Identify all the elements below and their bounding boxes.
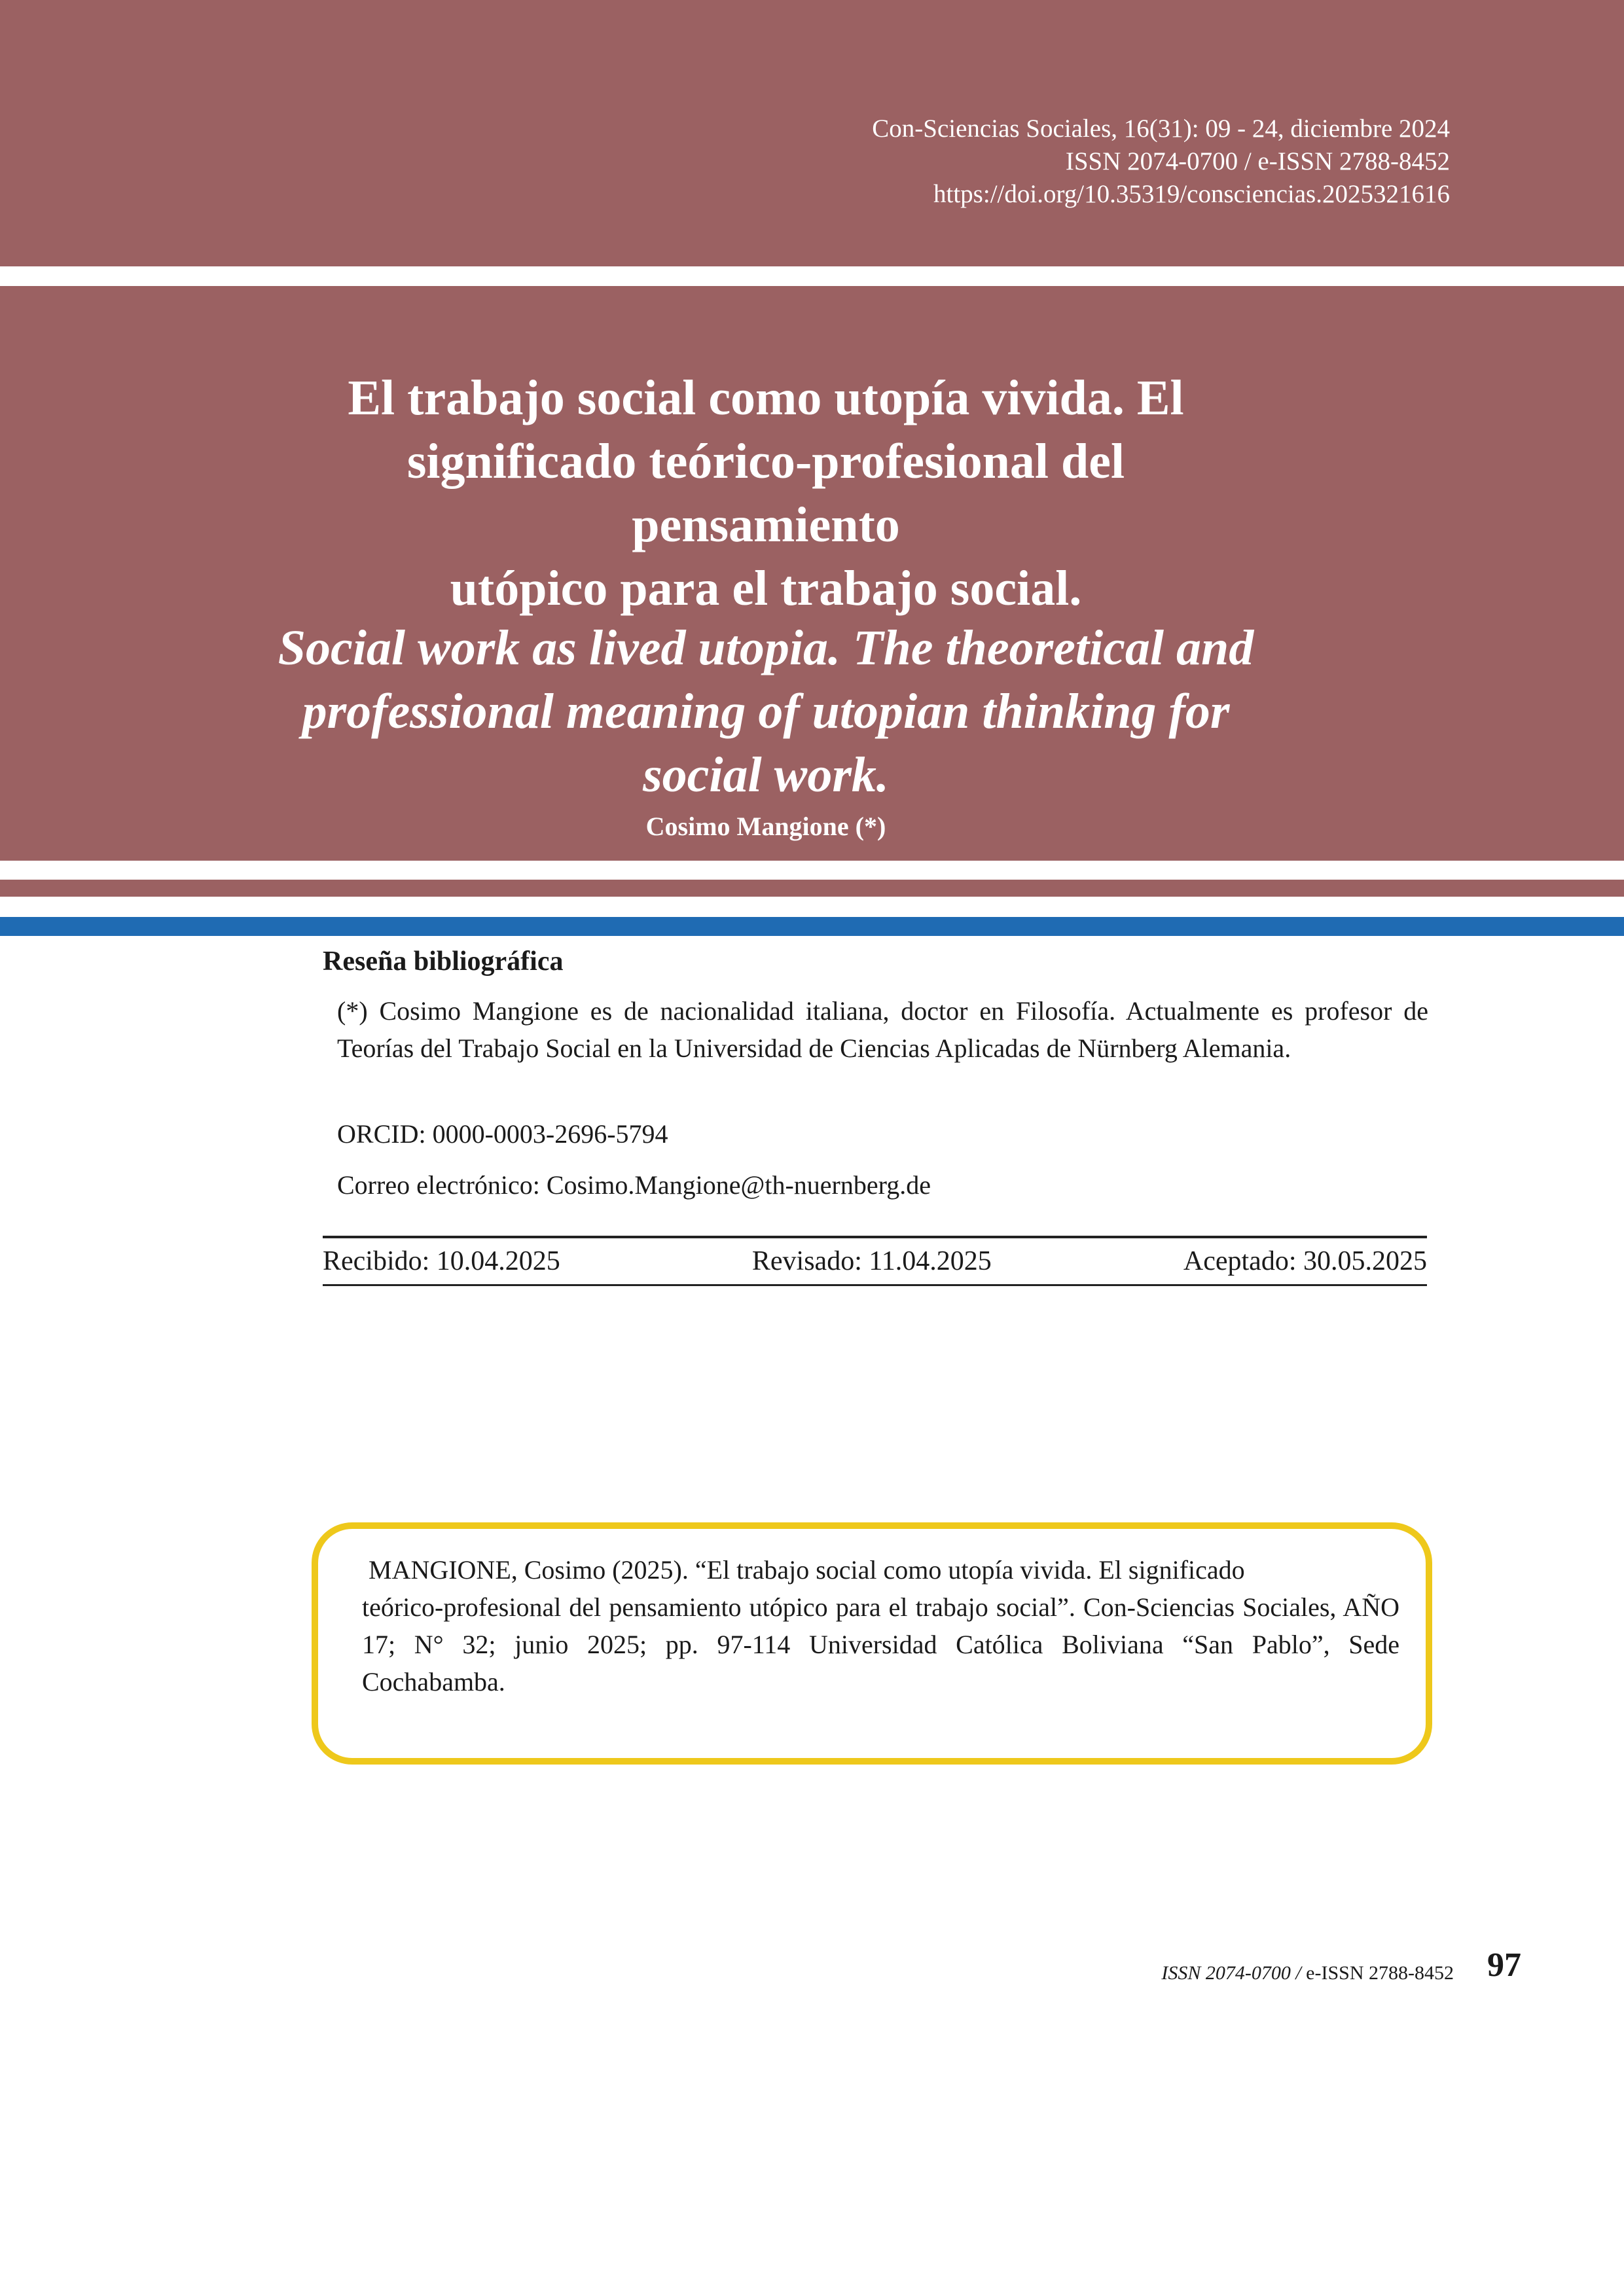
title-english-line: social work. <box>643 747 889 802</box>
author-name: Cosimo Mangione (*) <box>645 812 886 841</box>
title-spanish <box>275 367 1257 620</box>
issn-line: ISSN 2074-0700 / e-ISSN 2788-8452 <box>1065 147 1450 175</box>
citation-text <box>362 1551 1399 1700</box>
footer-issn-electronic: e-ISSN 2788-8452 <box>1306 1962 1454 1984</box>
orcid: ORCID: 0000-0003-2696-5794 <box>337 1119 668 1149</box>
title-english-line: Social work as lived utopia. The theoretical and <box>278 620 1254 675</box>
date-received: Recibido: 10.04.2025 <box>323 1246 560 1276</box>
author-bio: (*) Cosimo Mangione es de nacionalidad italiana, doctor en Filosofía. Actualmente es profesor de Teorías del Trabajo Social en la Universidad de Ciencias Aplicadas de Nürnberg Alemania. <box>337 996 1428 1063</box>
dates-divider-bottom <box>323 1284 1427 1286</box>
footer-issn-separator: / <box>1290 1962 1307 1984</box>
title-spanish-line: utópico para el trabajo social. <box>450 561 1082 616</box>
decorative-strip <box>0 880 1624 897</box>
author-email[interactable]: Correo electrónico: Cosimo.Mangione@th-nuernberg.de <box>337 1170 931 1200</box>
date-revised: Revisado: 11.04.2025 <box>751 1246 992 1276</box>
title-english <box>275 617 1257 807</box>
journal-reference <box>533 113 1450 211</box>
footer-issn-print: ISSN 2074-0700 <box>1161 1962 1291 1984</box>
title-spanish-line: El trabajo social como utopía vivida. El <box>348 370 1184 425</box>
date-accepted: Aceptado: 30.05.2025 <box>1183 1246 1427 1276</box>
citation-first-line: MANGIONE, Cosimo (2025). “El trabajo social como utopía vivida. El significado <box>369 1555 1245 1585</box>
section-label: Reseña bibliográfica <box>323 946 564 977</box>
title-spanish-line: significado teórico-profesional del pensamiento <box>406 434 1125 552</box>
page-number: 97 <box>1487 1946 1521 1984</box>
blue-rule <box>0 917 1624 936</box>
article-dates <box>323 1242 1427 1281</box>
journal-line: Con-Sciencias Sociales, 16(31): 09 - 24, diciembre 2024 <box>872 115 1450 143</box>
footer-issn <box>1161 1960 1454 1986</box>
citation-continuation: teórico-profesional del pensamiento utópico para el trabajo social”. Con-Sciencias Sociales, AÑO 17; N° 32; junio 2025; pp. 97-114 Universidad Católica Boliviana “San Pablo”, Sede Cochabamba. <box>362 1592 1399 1696</box>
dates-divider-top <box>323 1236 1427 1238</box>
title-english-line: professional meaning of utopian thinking for <box>302 684 1230 739</box>
doi-link[interactable]: https://doi.org/10.35319/consciencias.2025321616 <box>933 180 1450 208</box>
